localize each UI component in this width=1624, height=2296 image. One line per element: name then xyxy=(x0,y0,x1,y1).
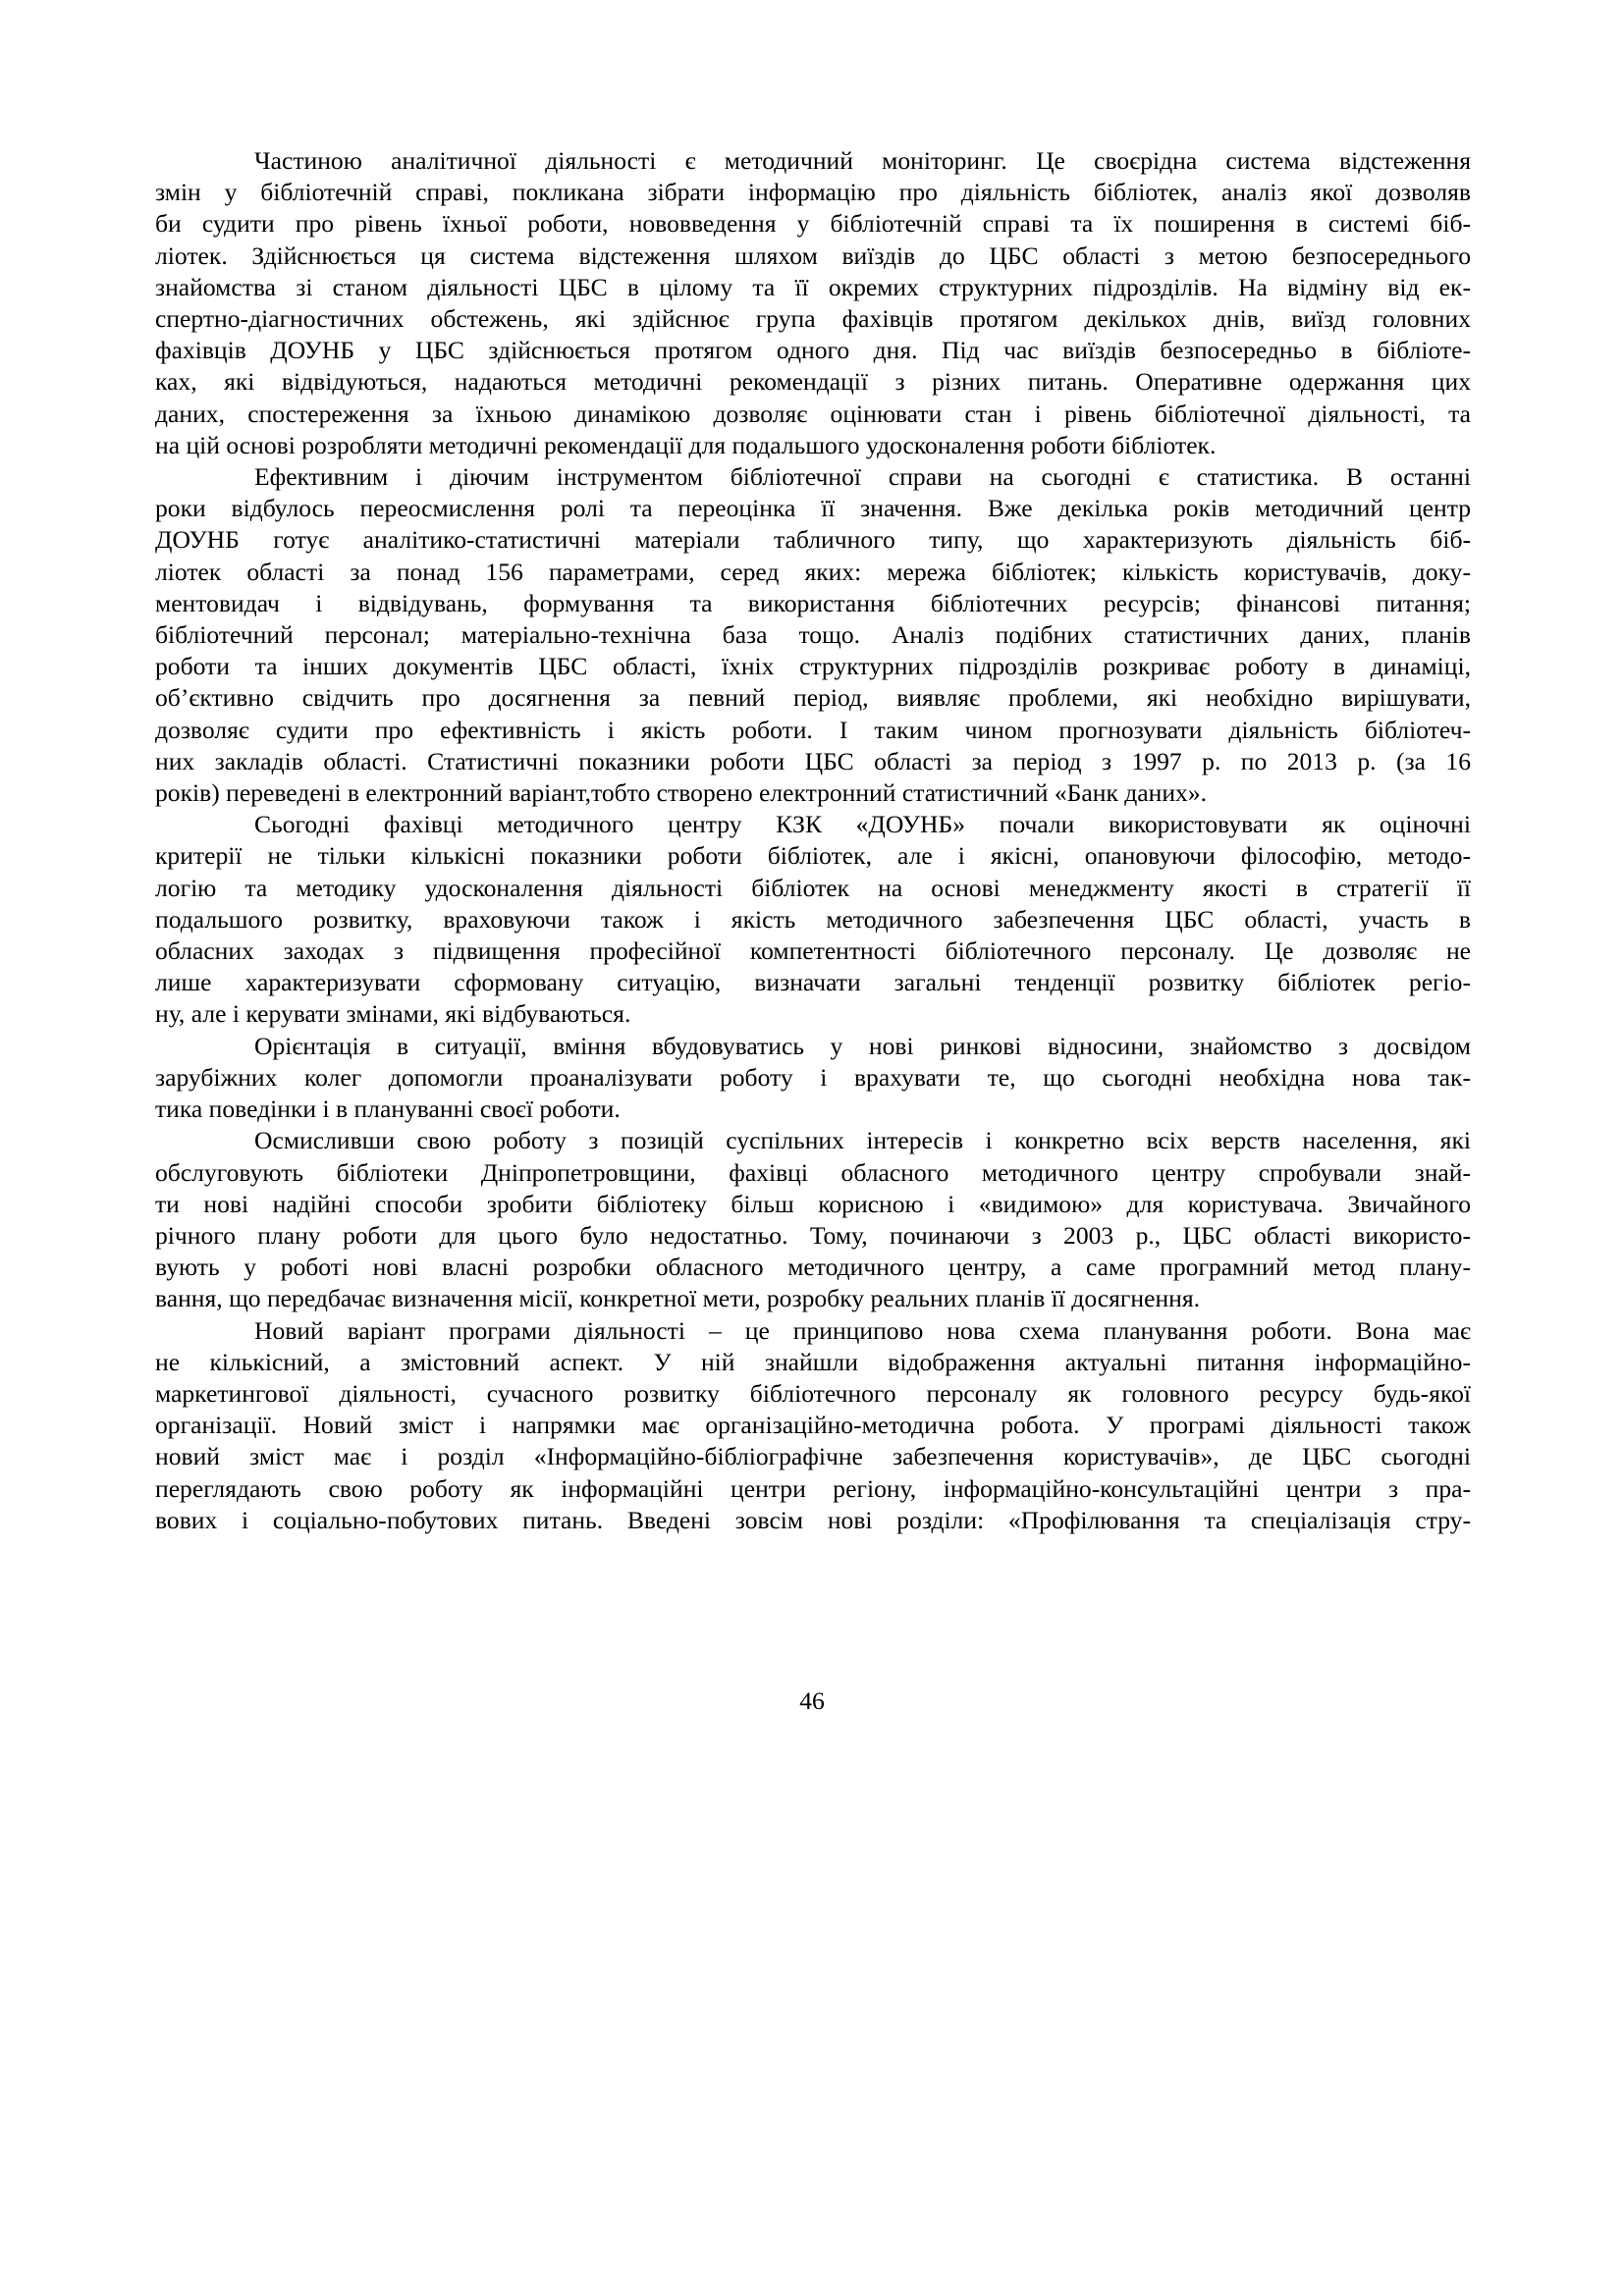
text-line: бібліотечний персонал; матеріально-технічна база тощо. Аналіз подібних статистичних даних, планів xyxy=(155,620,1471,650)
text-line: ліотек. Здійснюється ця система відстеження шляхом виїздів до ЦБС області з метою безпосереднього xyxy=(155,240,1471,270)
paragraph xyxy=(155,145,1471,461)
text-line: тика поведінки і в плануванні своєї роботи. xyxy=(155,1095,621,1124)
text-line: організації. Новий зміст і напрямки має організаційно-методична робота. У програмі діяльності також xyxy=(155,1411,1471,1440)
text-line: спертно-діагностичних обстежень, які здійснює група фахівців протягом декількох днів, виїзд головних xyxy=(155,304,1471,334)
text-line: би судити про рівень їхньої роботи, нововведення у бібліотечній справі та їх поширення в системі біб- xyxy=(155,209,1471,239)
text-line: роки відбулось переосмислення ролі та переоцінка її значення. Вже декілька років методичний центр xyxy=(155,494,1471,523)
text-line: ментовидач і відвідувань, формування та використання бібліотечних ресурсів; фінансові питання; xyxy=(155,588,1471,617)
text-line: переглядають свою роботу як інформаційні центри регіону, інформаційно-консультаційні центри з пра- xyxy=(155,1473,1471,1503)
text-line: Ефективним і діючим інструментом бібліотечної справи на сьогодні є статистика. В останні xyxy=(254,462,1471,492)
text-line: критерії не тільки кількісні показники роботи бібліотек, але і якісні, опановуючи філософію, методо- xyxy=(155,841,1471,871)
text-line: обласних заходах з підвищення професійної компетентності бібліотечного персоналу. Це дозволяє не xyxy=(155,936,1471,966)
text-line: змін у бібліотечній справі, покликана зібрати інформацію про діяльність бібліотек, аналіз якої дозволяв xyxy=(155,178,1471,207)
text-line: зарубіжних колег допомогли проаналізувати роботу і врахувати те, що сьогодні необхідна нова так- xyxy=(155,1062,1471,1092)
text-line: річного плану роботи для цього було недостатньо. Тому, починаючи з 2003 р., ЦБС області використо- xyxy=(155,1220,1471,1250)
text-line: фахівців ДОУНБ у ЦБС здійснюється протягом одного дня. Під час виїздів безпосередньо в бібліоте- xyxy=(155,336,1471,365)
paragraph xyxy=(155,461,1471,809)
text-line: об’єктивно свідчить про досягнення за певний період, виявляє проблеми, які необхідно вирішувати, xyxy=(155,683,1471,713)
text-line: ліотек області за понад 156 параметрами, серед яких: мережа бібліотек; кількість користувачів, доку- xyxy=(155,557,1471,586)
text-line: ти нові надійні способи зробити бібліотеку більш корисною і «видимою» для користувача. Звичайного xyxy=(155,1189,1471,1218)
text-line: даних, спостереження за їхньою динамікою дозволяє оцінювати стан і рівень бібліотечної діяльності, та xyxy=(155,399,1471,428)
paragraph xyxy=(155,809,1471,1030)
text-line: вання, що передбачає визначення місії, конкретної мети, розробку реальних планів її досягнення. xyxy=(155,1284,1201,1313)
text-line: маркетингової діяльності, сучасного розвитку бібліотечного персоналу як головного ресурсу будь-якої xyxy=(155,1378,1471,1408)
text-line: не кількісний, а змістовний аспект. У ній знайшли відображення актуальні питання інформаційно- xyxy=(155,1347,1471,1376)
text-line: ДОУНБ готує аналітико-статистичні матеріали табличного типу, що характеризують діяльність біб- xyxy=(155,525,1471,555)
text-line: років) переведені в електронний варіант,тобто створено електронний статистичний «Банк даних». xyxy=(155,778,1208,808)
text-line: логію та методику удосконалення діяльності бібліотек на основі менеджменту якості в стратегії її xyxy=(155,873,1471,902)
text-line: Частиною аналітичної діяльності є методичний моніторинг. Це своєрідна система відстеження xyxy=(254,146,1471,175)
text-line: них закладів області. Статистичні показники роботи ЦБС області за період з 1997 р. по 2013 р. (за 16 xyxy=(155,746,1471,775)
text-line: вують у роботі нові власні розробки обласного методичного центру, а саме програмний метод плану- xyxy=(155,1253,1471,1282)
text-line: роботи та інших документів ЦБС області, їхніх структурних підрозділів розкриває роботу в динаміці, xyxy=(155,652,1471,681)
text-line: лише характеризувати сформовану ситуацію, визначати загальні тенденції розвитку бібліотек регіо- xyxy=(155,968,1471,997)
page-number: 46 xyxy=(799,1686,825,1715)
text-line: ну, але і керувати змінами, які відбуваються. xyxy=(155,999,631,1029)
text-line: на цій основі розробляти методичні рекомендації для подальшого удосконалення роботи бібліотек. xyxy=(155,430,1217,459)
text-line: новий зміст має і розділ «Інформаційно-бібліографічне забезпечення користувачів», де ЦБС сьогодні xyxy=(155,1442,1471,1471)
paragraph xyxy=(155,1031,1471,1126)
paragraph xyxy=(155,1125,1471,1314)
text-line: дозволяє судити про ефективність і якість роботи. І таким чином прогнозувати діяльність бібліотеч- xyxy=(155,715,1471,744)
text-line: Осмисливши свою роботу з позицій суспільних інтересів і конкретно всіх верств населення, які xyxy=(254,1126,1471,1155)
text-line: Сьогодні фахівці методичного центру КЗК «ДОУНБ» почали використовувати як оціночні xyxy=(254,810,1471,839)
body-text xyxy=(155,145,1471,1536)
text-line: Новий варіант програми діяльності – це принципово нова схема планування роботи. Вона має xyxy=(254,1315,1471,1345)
text-line: подальшого розвитку, враховуючи також і якість методичного забезпечення ЦБС області, участь в xyxy=(155,904,1471,934)
text-line: обслуговують бібліотеки Дніпропетровщини, фахівці обласного методичного центру спробували знай- xyxy=(155,1157,1471,1187)
text-line: вових і соціально-побутових питань. Введені зовсім нові розділи: «Профілювання та спеціалізація стру- xyxy=(155,1505,1471,1534)
text-line: знайомства зі станом діяльності ЦБС в цілому та її окремих структурних підрозділів. На відміну від ек- xyxy=(155,272,1471,301)
text-line: ках, які відвідуються, надаються методичні рекомендації з різних питань. Оперативне одержання цих xyxy=(155,367,1471,397)
paragraph xyxy=(155,1315,1471,1536)
text-line: Орієнтація в ситуації, вміння вбудовуватись у нові ринкові відносини, знайомство з досвідом xyxy=(254,1031,1471,1060)
